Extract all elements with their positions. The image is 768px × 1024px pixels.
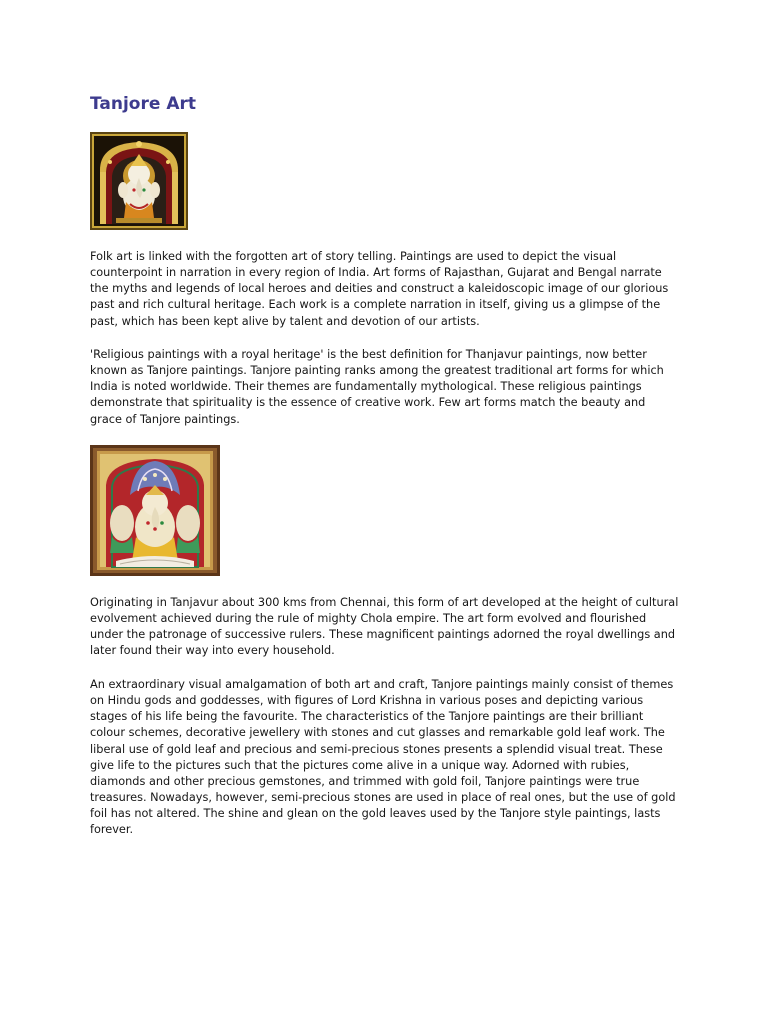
- tanjore-ganesha-painting-icon: [90, 132, 188, 230]
- paragraph: An extraordinary visual amalgamation of both art and craft, Tanjore paintings mainly consist of themes on Hindu gods and goddesses, with figures of Lord Krishna in various poses and depicting various stages of his life being the favourite. The characteristics of the Tanjore paintings are their brilliant colour schemes, decorative jewellery with stones and cut glasses and remarkable gold leaf work. The liberal use of gold leaf and precious and semi-precious stones presents a splendid visual treat. These give life to the pictures such that the pictures come alive in a unique way. Adorned with rubies, diamonds and other precious gemstones, and trimmed with gold foil, Tanjore paintings were true treasures. Nowadays, however, semi-precious stones are used in place of real ones, but the use of gold foil has not altered. The shine and glean on the gold leaves used by the Tanjore style paintings, lasts forever.: [90, 678, 676, 837]
- page-title: Tanjore Art: [90, 94, 196, 114]
- paragraph: Originating in Tanjavur about 300 kms from Chennai, this form of art developed at the height of cultural evolvement achieved during the rule of mighty Chola empire. The art form evolved and flourished under the patronage of successive rulers. These magnificent paintings adorned the royal dwellings and later found their way into every household.: [90, 596, 679, 658]
- paragraph: 'Religious paintings with a royal heritage' is the best definition for Thanjavur paintings, now better known as Tanjore paintings. Tanjore painting ranks among the greatest traditional art forms for which India is noted worldwide. Their themes are fundamentally mythological. These religious paintings demonstrate that spirituality is the essence of creative work. Few art forms match the beauty and grace of Tanjore paintings.: [90, 348, 664, 426]
- tanjore-ganesha-serpent-painting-icon: [90, 445, 220, 576]
- paragraph: Folk art is linked with the forgotten art of story telling. Paintings are used to depict the visual counterpoint in narration in every region of India. Art forms of Rajasthan, Gujarat and Bengal narrate the myths and legends of local heroes and deities and construct a kaleidoscopic image of our glorious past and rich cultural heritage. Each work is a complete narration in itself, giving us a glimpse of the past, which has been kept alive by talent and devotion of our artists.: [90, 250, 669, 328]
